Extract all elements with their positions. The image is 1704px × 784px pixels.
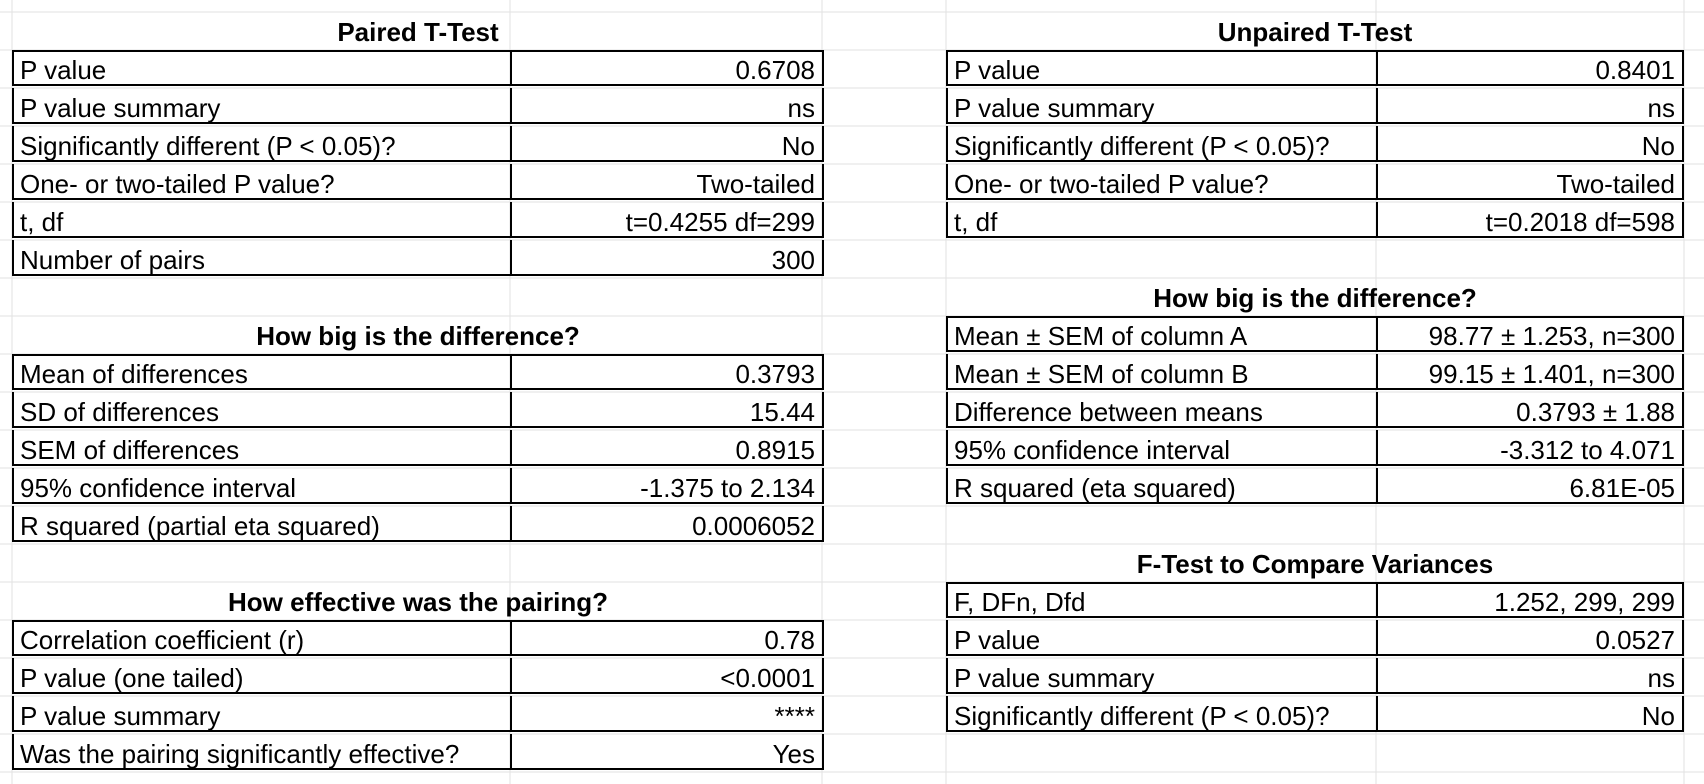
row-label[interactable]: F, DFn, Dfd xyxy=(946,582,1376,618)
row-value[interactable]: 300 xyxy=(510,240,824,276)
row-label[interactable]: Mean ± SEM of column A xyxy=(946,316,1376,352)
row-value[interactable]: Yes xyxy=(510,734,824,770)
table-title: How big is the difference? xyxy=(12,316,824,356)
row-value[interactable]: ns xyxy=(510,88,824,124)
row-value[interactable]: No xyxy=(1376,696,1684,732)
row-label[interactable]: Mean of differences xyxy=(12,354,510,390)
table-row xyxy=(946,88,1684,126)
table-row xyxy=(946,164,1684,202)
row-label[interactable]: R squared (partial eta squared) xyxy=(12,506,510,542)
table-row xyxy=(946,620,1684,658)
row-label[interactable]: P value summary xyxy=(12,88,510,124)
table-row xyxy=(12,88,824,126)
table-row xyxy=(12,430,824,468)
row-value[interactable]: t=0.2018 df=598 xyxy=(1376,202,1684,238)
row-label[interactable]: SEM of differences xyxy=(12,430,510,466)
table-row xyxy=(946,658,1684,696)
table-row xyxy=(12,658,824,696)
table-row xyxy=(946,468,1684,506)
row-value[interactable]: 0.8401 xyxy=(1376,50,1684,86)
row-value[interactable]: 0.0006052 xyxy=(510,506,824,542)
table-title: How big is the difference? xyxy=(946,278,1684,318)
row-label[interactable]: One- or two-tailed P value? xyxy=(12,164,510,200)
row-label[interactable]: Difference between means xyxy=(946,392,1376,428)
table-row xyxy=(946,50,1684,88)
row-label[interactable]: 95% confidence interval xyxy=(946,430,1376,466)
row-label[interactable]: t, df xyxy=(12,202,510,238)
table-title: F-Test to Compare Variances xyxy=(946,544,1684,584)
row-label[interactable]: 95% confidence interval xyxy=(12,468,510,504)
row-value[interactable]: 1.252, 299, 299 xyxy=(1376,582,1684,618)
row-label[interactable]: One- or two-tailed P value? xyxy=(946,164,1376,200)
table-row xyxy=(12,126,824,164)
row-label[interactable]: P value (one tailed) xyxy=(12,658,510,694)
paired-t-test-table xyxy=(12,12,824,278)
row-value[interactable]: <0.0001 xyxy=(510,658,824,694)
row-value[interactable]: 99.15 ± 1.401, n=300 xyxy=(1376,354,1684,390)
unpaired-difference-table xyxy=(946,278,1684,506)
paired-difference-table xyxy=(12,316,824,544)
table-row xyxy=(946,354,1684,392)
table-row xyxy=(946,696,1684,734)
row-value[interactable]: ns xyxy=(1376,88,1684,124)
row-value[interactable]: 0.6708 xyxy=(510,50,824,86)
pairing-effectiveness-table xyxy=(12,582,824,772)
row-label[interactable]: Number of pairs xyxy=(12,240,510,276)
row-label[interactable]: Significantly different (P < 0.05)? xyxy=(946,126,1376,162)
table-row xyxy=(946,430,1684,468)
row-value[interactable]: No xyxy=(510,126,824,162)
row-label[interactable]: P value xyxy=(12,50,510,86)
row-label[interactable]: Correlation coefficient (r) xyxy=(12,620,510,656)
row-label[interactable]: Significantly different (P < 0.05)? xyxy=(12,126,510,162)
row-value[interactable]: 0.78 xyxy=(510,620,824,656)
table-title: How effective was the pairing? xyxy=(12,582,824,622)
table-row xyxy=(12,392,824,430)
row-label[interactable]: P value summary xyxy=(946,658,1376,694)
row-label[interactable]: Significantly different (P < 0.05)? xyxy=(946,696,1376,732)
row-label[interactable]: P value xyxy=(946,620,1376,656)
table-row xyxy=(12,620,824,658)
unpaired-t-test-table xyxy=(946,12,1684,240)
row-label[interactable]: SD of differences xyxy=(12,392,510,428)
row-value[interactable]: 0.3793 ± 1.88 xyxy=(1376,392,1684,428)
row-value[interactable]: 15.44 xyxy=(510,392,824,428)
table-row xyxy=(12,354,824,392)
table-row xyxy=(946,202,1684,240)
row-label[interactable]: P value xyxy=(946,50,1376,86)
row-label[interactable]: P value summary xyxy=(12,696,510,732)
f-test-table xyxy=(946,544,1684,734)
table-row xyxy=(12,202,824,240)
table-row xyxy=(12,506,824,544)
table-row xyxy=(946,126,1684,164)
table-row xyxy=(12,468,824,506)
row-value[interactable]: 98.77 ± 1.253, n=300 xyxy=(1376,316,1684,352)
row-value[interactable]: -1.375 to 2.134 xyxy=(510,468,824,504)
row-value[interactable]: Two-tailed xyxy=(1376,164,1684,200)
row-label[interactable]: Was the pairing significantly effective? xyxy=(12,734,510,770)
row-label[interactable]: Mean ± SEM of column B xyxy=(946,354,1376,390)
row-label[interactable]: P value summary xyxy=(946,88,1376,124)
row-label[interactable]: R squared (eta squared) xyxy=(946,468,1376,504)
row-value[interactable]: 6.81E-05 xyxy=(1376,468,1684,504)
table-title: Unpaired T-Test xyxy=(946,12,1684,52)
table-title: Paired T-Test xyxy=(12,12,824,52)
row-value[interactable]: 0.8915 xyxy=(510,430,824,466)
table-row xyxy=(946,316,1684,354)
table-row xyxy=(12,50,824,88)
table-row xyxy=(946,582,1684,620)
row-value[interactable]: t=0.4255 df=299 xyxy=(510,202,824,238)
row-value[interactable]: ns xyxy=(1376,658,1684,694)
table-row xyxy=(12,734,824,772)
table-row xyxy=(946,392,1684,430)
row-label[interactable]: t, df xyxy=(946,202,1376,238)
row-value[interactable]: 0.3793 xyxy=(510,354,824,390)
table-row xyxy=(12,240,824,278)
row-value[interactable]: -3.312 to 4.071 xyxy=(1376,430,1684,466)
row-value[interactable]: No xyxy=(1376,126,1684,162)
table-row xyxy=(12,164,824,202)
row-value[interactable]: Two-tailed xyxy=(510,164,824,200)
row-value[interactable]: 0.0527 xyxy=(1376,620,1684,656)
row-value[interactable]: **** xyxy=(510,696,824,732)
table-row xyxy=(12,696,824,734)
